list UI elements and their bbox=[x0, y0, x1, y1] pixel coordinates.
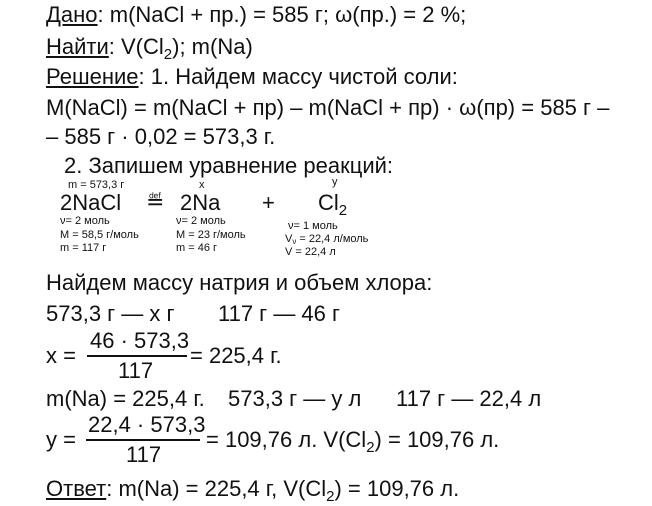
answer-line: Ответ: m(Na) = 225,4 г, $V(Cl_2) = 109,76$ л. bbox=[46, 476, 460, 505]
na-formula: 2Na bbox=[180, 190, 221, 215]
step2-text: 2. Запишем уравнение реакций: bbox=[64, 153, 394, 178]
reaction-arrow: ≝ bbox=[146, 189, 165, 214]
y-denominator: 117 bbox=[126, 442, 162, 467]
proportion-1-right: 117 г — 46 г bbox=[218, 301, 341, 326]
nacl-mass: m = 117 г bbox=[60, 242, 107, 254]
proportion-2-left: 573,3 г — у л bbox=[228, 386, 362, 411]
find-na-cl-text: Найдем массу натрия и объем хлора: bbox=[46, 270, 433, 295]
x-lhs: x = bbox=[46, 343, 76, 368]
cl2-molar-volume: $V_\nu = 22,4$ л/моль bbox=[285, 233, 369, 246]
nacl-moles: ν= 2 моль bbox=[60, 215, 110, 227]
proportion-1-left: 573,3 г — х г bbox=[46, 301, 175, 326]
given-label: Дано bbox=[46, 2, 98, 27]
na-mass: m = 46 г bbox=[176, 242, 218, 254]
cl2-unknown-above: y bbox=[332, 176, 338, 188]
given-line bbox=[46, 2, 466, 28]
y-fraction-bar bbox=[86, 439, 200, 441]
solution-label: Решение bbox=[46, 64, 139, 89]
y-lhs: y = bbox=[46, 427, 76, 452]
x-denominator: 117 bbox=[118, 358, 154, 383]
mass-line-1: M(NaCl) = m(NaCl + пр) – m(NaCl + пр) · ω(пр) = 585 г – bbox=[46, 95, 610, 120]
solution-line bbox=[46, 64, 458, 90]
nacl-formula: 2NaCl bbox=[60, 190, 122, 215]
mass-line-2: – 585 г · 0,02 = 573,3 г. bbox=[46, 124, 276, 149]
na-molar-mass: M = 23 г/моль bbox=[176, 229, 246, 241]
cl2-formula: $Cl_2$ bbox=[318, 190, 348, 219]
cl2-moles: ν= 1 моль bbox=[288, 220, 338, 232]
find-label: Найти bbox=[46, 34, 109, 59]
reaction-plus: + bbox=[262, 190, 275, 215]
x-result: = 225,4 г. bbox=[190, 343, 282, 368]
given-text: : m(NaCl + пр.) = 585 г; ω(пр.) = 2 %; bbox=[97, 2, 467, 27]
y-result: = 109,76 л. $V(Cl_2) = 109,76$ л. bbox=[206, 427, 500, 456]
na-moles: ν= 2 моль bbox=[176, 215, 226, 227]
find-line: Найти: $V(Cl_2)$; m(Na) bbox=[46, 34, 253, 63]
cl2-volume: V = 22,4 л bbox=[285, 246, 336, 258]
y-numerator: 22,4 · 573,3 bbox=[88, 412, 206, 437]
x-numerator: 46 · 573,3 bbox=[90, 328, 190, 353]
mna-result: m(Na) = 225,4 г. bbox=[46, 386, 205, 411]
answer-label: Ответ bbox=[46, 476, 107, 501]
na-unknown-above: x bbox=[199, 179, 205, 191]
nacl-molar-mass: M = 58,5 г/моль bbox=[60, 229, 139, 241]
step1-text: : 1. Найдем массу чистой соли: bbox=[138, 64, 458, 89]
x-fraction-bar bbox=[87, 355, 187, 357]
nacl-mass-above: m = 573,3 г bbox=[68, 179, 125, 191]
proportion-2-right: 117 г — 22,4 л bbox=[396, 386, 542, 411]
